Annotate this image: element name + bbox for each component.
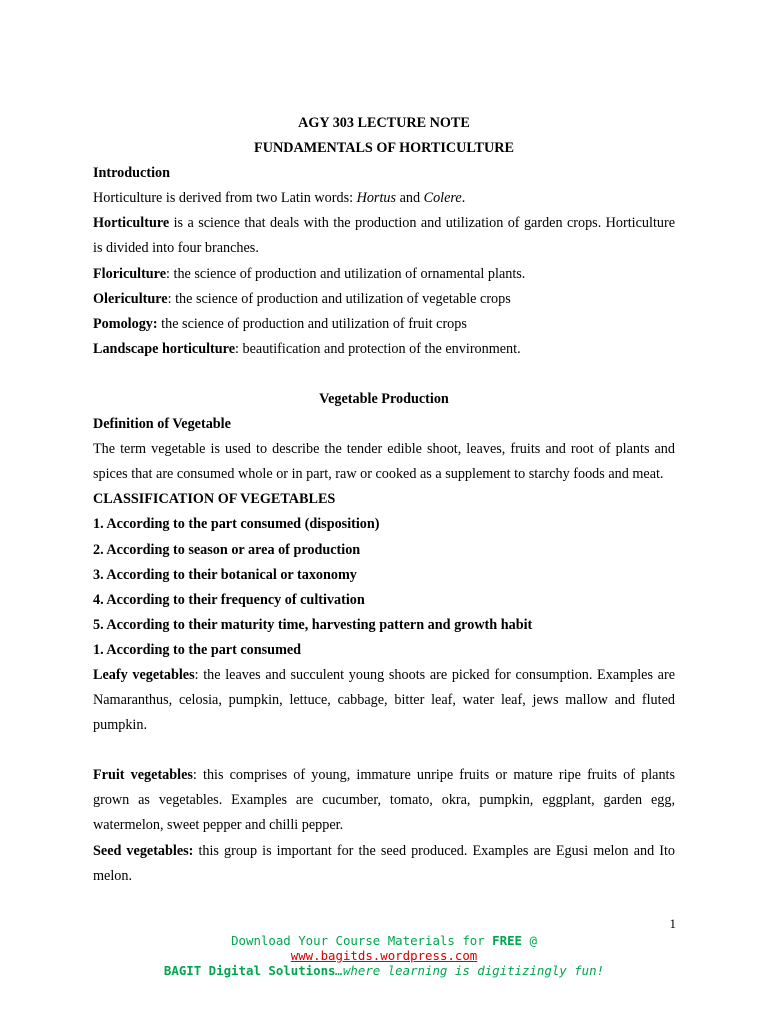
branch-term: Landscape horticulture (93, 340, 236, 357)
footer-brand: BAGIT Digital Solutions (163, 963, 336, 978)
page-content (93, 111, 675, 889)
footer-download-text: Download Your Course Materials for (231, 933, 493, 948)
paragraph-gap (93, 362, 675, 387)
footer-tagline: …where learning is digitizingly fun! (335, 963, 605, 978)
fruit-vegetables-paragraph (93, 763, 675, 838)
footer-free: FREE (492, 933, 522, 948)
definition-heading: Definition of Vegetable (93, 416, 231, 433)
intro-end: . (461, 190, 466, 207)
fruit-text: : this comprises of young, immature unripe fruits or mature ripe fruits of plants grown as vegetables. Examples are cucumber, tomato, okra, pumpkin, eggplant, garden egg, watermelon, sweet pepper and chilli pepper. (93, 767, 676, 834)
branch-text: : beautification and protection of the environment. (235, 340, 521, 357)
footer-brand-line (0, 963, 768, 978)
vegetable-production-heading: Vegetable Production (319, 390, 449, 407)
classification-item: 3. According to their botanical or taxonomy (93, 566, 357, 583)
classification-item: 4. According to their frequency of cultivation (93, 591, 365, 608)
horticulture-definition (93, 211, 675, 261)
branch-landscape (93, 337, 675, 362)
branch-pomology (93, 312, 675, 337)
horticulture-term: Horticulture (93, 215, 170, 232)
branch-text: the science of production and utilization of fruit crops (157, 315, 467, 332)
leafy-term: Leafy vegetables (93, 666, 195, 683)
page-number: 1 (669, 916, 676, 931)
paragraph-gap (93, 738, 675, 763)
part-consumed-heading: 1. According to the part consumed (93, 641, 302, 658)
footer-download-line (0, 933, 768, 948)
intro-heading: Introduction (93, 165, 170, 182)
leafy-text: : the leaves and succulent young shoots are picked for consumption. Examples are Namaranthus, celosia, pumpkin, lettuce, cabbage, bitter leaf, water leaf, jews mallow and fluted pumpkin. (93, 666, 675, 734)
intro-and: and (396, 190, 424, 207)
footer-at: @ (522, 933, 537, 948)
fruit-term: Fruit vegetables (93, 767, 193, 784)
seed-term: Seed vegetables: (93, 842, 194, 859)
branch-text: : the science of production and utilization of vegetable crops (167, 290, 511, 307)
horticulture-text: is a science that deals with the production and utilization of garden crops. Horticulture is divided into four branches. (93, 215, 675, 257)
branch-floriculture (93, 262, 675, 287)
branch-text: : the science of production and utilization of ornamental plants. (166, 265, 526, 282)
classification-item: 1. According to the part consumed (disposition) (93, 516, 380, 533)
classification-item: 5. According to their maturity time, harvesting pattern and growth habit (93, 616, 533, 633)
branch-olericulture (93, 287, 675, 312)
intro-word-hortus: Hortus (356, 190, 397, 207)
classification-heading: CLASSIFICATION OF VEGETABLES (93, 491, 336, 508)
branch-term: Pomology: (93, 315, 158, 332)
seed-vegetables-paragraph (93, 839, 675, 889)
classification-item: 2. According to season or area of production (93, 541, 361, 558)
subject-title: FUNDAMENTALS OF HORTICULTURE (254, 140, 514, 157)
branch-term: Floriculture (93, 265, 167, 282)
footer-url-link[interactable]: www.bagitds.wordpress.com (290, 948, 478, 963)
seed-text: this group is important for the seed produced. Examples are Egusi melon and Ito melon. (93, 842, 675, 884)
footer-url-line (0, 948, 768, 963)
branch-term: Olericulture (93, 290, 168, 307)
definition-paragraph: The term vegetable is used to describe the tender edible shoot, leaves, fruits and root of plants and spices that are consumed whole or in part, raw or cooked as a supplement to starchy foods and meat. (93, 441, 675, 483)
intro-text: Horticulture is derived from two Latin words: (93, 190, 357, 207)
intro-word-colere: Colere (423, 190, 462, 207)
intro-paragraph (93, 186, 675, 211)
footer (0, 933, 768, 978)
course-title: AGY 303 LECTURE NOTE (298, 115, 470, 131)
leafy-vegetables-paragraph (93, 663, 675, 738)
